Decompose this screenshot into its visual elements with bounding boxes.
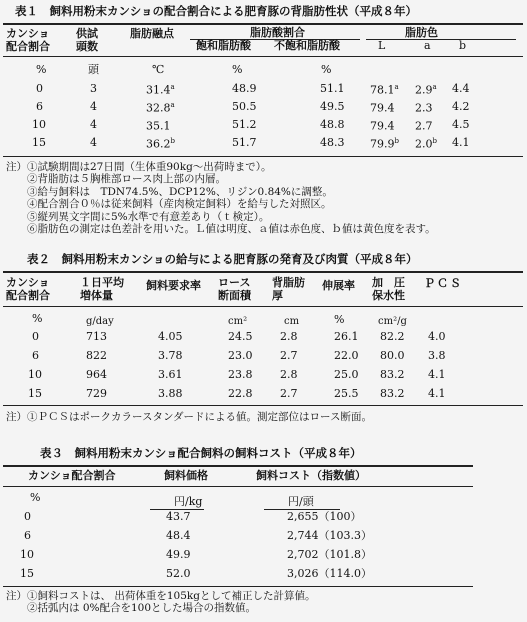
table2-unit-loin: cm²: [228, 316, 248, 327]
table3-unit-price: 円/kg: [174, 495, 203, 508]
table1-header-a: a: [424, 39, 431, 52]
table2-header-feed-ratio: 飼料要求率: [146, 279, 201, 292]
table2-cell-loin: 22.8: [228, 387, 253, 400]
table3-note: 注）①飼料コストは、 出荷体重を105kgとして補正した計算値。: [6, 590, 316, 602]
table1-cell-heads: 4: [90, 136, 97, 149]
table1-cell-b: 4.4: [452, 82, 470, 95]
table2-cell-feed: 3.61: [158, 368, 183, 381]
table1-cell-heads: 4: [90, 118, 97, 131]
table3-cell-cost: 2,655（100）: [287, 510, 362, 523]
table2-header-pwc-line1: 加 圧: [372, 276, 405, 289]
table2-cell-feed: 3.88: [158, 387, 183, 400]
table2-cell-pwc: 83.2: [380, 368, 405, 381]
table2-cell-ratio: 0: [32, 330, 39, 343]
table2-unit-ratio: %: [32, 312, 43, 325]
table1-header-ratio-line2: 配合割合: [6, 40, 50, 53]
table1-unit-unsat: %: [321, 63, 332, 76]
table1-unit-ratio: %: [36, 63, 47, 76]
table2-cell-pwc: 80.0: [380, 349, 405, 362]
table1-cell-b: 4.2: [452, 100, 470, 113]
table1-header-b: b: [459, 39, 467, 52]
table3-bottom-rule: [3, 586, 473, 587]
table2-cell-backfat: 2.8: [280, 330, 298, 343]
table1-cell-L: 79.4: [370, 119, 395, 133]
table1-cell-melt: 32.8$^a$: [146, 101, 175, 115]
table2-header-loin-line1: ロース: [218, 276, 251, 289]
table2-notes: [6, 411, 372, 423]
table3-unit-ratio: %: [30, 491, 41, 504]
table1-cell-heads: 3: [90, 82, 97, 95]
table2-header-ratio-line1: カンショ: [6, 276, 50, 289]
table1-cell-sat: 48.9: [232, 82, 257, 95]
table2-header-ratio-line2: 配合割合: [6, 289, 50, 302]
table1-notes: [6, 161, 436, 235]
table2-header-gain-line1: １日平均: [80, 276, 124, 289]
table1-cell-melt: 31.4$^a$: [146, 83, 175, 97]
table1-note: 注）①試験期間は27日間（生体重90kg～出荷時まで）。: [6, 161, 272, 173]
table1-cell-melt: 35.1: [146, 119, 171, 133]
table1-cell-ratio: 15: [32, 136, 46, 149]
table3-unit-cost: 円/頭: [288, 495, 314, 508]
table2-header-extension: 伸展率: [322, 279, 355, 292]
table1-cell-unsat: 51.1: [320, 82, 345, 95]
table2-cell-pcs: 4.1: [428, 368, 446, 381]
table2-cell-ratio: 10: [28, 368, 42, 381]
table2-header-backfat-line1: 背脂肪: [272, 276, 305, 289]
table3-cell-cost: 2,702（101.8）: [287, 548, 372, 561]
table1-cell-L: 79.4: [370, 101, 395, 115]
table3-note: ②括弧内は 0%配合を100とした場合の指数値。: [6, 602, 257, 615]
table2-cell-extension: 25.0: [334, 368, 359, 381]
table2-cell-gain: 713: [86, 330, 107, 343]
table1-cell-heads: 4: [90, 100, 97, 113]
table1-cell-unsat: 48.3: [320, 136, 345, 149]
table2-cell-gain: 729: [86, 387, 107, 400]
table1-cell-b: 4.1: [452, 136, 470, 149]
table2-cell-ratio: 15: [28, 387, 42, 400]
table1-note: ②背脂肪は５胸椎部ロース肉上部の内層。: [6, 173, 226, 186]
table1-cell-L: 78.1$^a$: [370, 83, 399, 97]
table1-header-unsaturated: 不飽和脂肪酸: [274, 39, 340, 52]
table2-header-loin-line2: 断面積: [218, 289, 251, 302]
table1-title: 表１ 飼料用粉末カンショの配合割合による肥育豚の背脂肪性状（平成８年）: [15, 4, 417, 18]
table1-cell-unsat: 48.8: [320, 118, 345, 131]
table2-header-backfat-line2: 厚: [272, 289, 283, 302]
table1-note: ⑥脂肪色の測定は色差計を用いた。Ｌ値は明度、ａ値は赤色度、ｂ値は黄色度を表す。: [6, 223, 436, 236]
table1-header-saturated: 飽和脂肪酸: [196, 39, 251, 52]
table1-cell-sat: 51.2: [232, 118, 257, 131]
table3-cell-price: 43.7: [166, 510, 191, 523]
table1-cell-a: 2.7: [415, 119, 433, 133]
table1-cell-b: 4.5: [452, 118, 470, 131]
table2-cell-pwc: 82.2: [380, 330, 405, 343]
table2-header-pcs: ＰＣＳ: [424, 277, 463, 290]
table1-header-heads-line2: 頭数: [76, 40, 98, 53]
table1-header-melting-point: 脂肪融点: [130, 27, 174, 40]
table2-cell-loin: 23.8: [228, 368, 253, 381]
table1-cell-a: 2.3: [415, 101, 433, 115]
table3-cell-price: 48.4: [166, 529, 191, 542]
table2-unit-gain: g/day: [86, 316, 114, 327]
table3-top-rule: [3, 465, 473, 467]
table3-notes: [6, 590, 315, 615]
table3-cell-cost: 3,026（114.0）: [287, 567, 372, 580]
table2-cell-loin: 24.5: [228, 330, 253, 343]
table1-unit-sat: %: [232, 63, 243, 76]
table3-cell-ratio: 15: [20, 567, 34, 580]
table2-cell-backfat: 2.8: [280, 368, 298, 381]
table1-note: ⑤縦列異文字間に5%水準で有意差あり（ｔ検定）。: [6, 210, 270, 223]
table1-cell-ratio: 10: [32, 118, 46, 131]
table1-cell-sat: 50.5: [232, 100, 257, 113]
table1-cell-sat: 51.7: [232, 136, 257, 149]
table1-header-fatty-acid-group: 脂肪酸割合: [250, 26, 305, 39]
table1-cell-ratio: 0: [36, 82, 43, 95]
table3-header-ratio: カンショ配合割合: [28, 469, 116, 482]
table1-header-L: L: [378, 39, 386, 52]
table3-cell-ratio: 0: [24, 510, 31, 523]
table1-unit-melt: ℃: [152, 63, 165, 76]
table1-header-heads-line1: 供試: [76, 27, 98, 40]
table2-cell-feed: 4.05: [158, 330, 183, 343]
table2-unit-pwc: cm²/g: [378, 316, 407, 327]
table1-bottom-rule: [3, 156, 523, 157]
table1-cell-a: 2.0$^b$: [415, 137, 437, 151]
table2-note: 注）①ＰＣＳはポークカラースタンダードによる値。測定部位はロース断面。: [6, 411, 373, 423]
table2-header-gain-line2: 増体量: [80, 289, 113, 302]
table2-header-pwc-line2: 保水性: [372, 289, 405, 302]
table3-cell-price: 49.9: [166, 548, 191, 561]
table1-header-rule: [3, 56, 523, 57]
table1-unit-heads: 頭: [88, 63, 99, 76]
table2-cell-gain: 822: [86, 349, 107, 362]
table1-cell-L: 79.9$^b$: [370, 137, 399, 151]
table2-unit-extension: %: [334, 313, 345, 326]
table3-title: 表３ 飼料用粉末カンショ配合飼料の飼料コスト（平成８年）: [40, 446, 362, 460]
table2-cell-backfat: 2.7: [280, 387, 298, 400]
table2-title: 表２ 飼料用粉末カンショの給与による肥育豚の発育及び肉質（平成８年）: [27, 252, 418, 266]
table3-cell-cost: 2,744（103.3）: [287, 529, 372, 542]
table2-cell-gain: 964: [86, 368, 107, 381]
table2-cell-pcs: 4.0: [428, 330, 446, 343]
table2-cell-pcs: 3.8: [428, 349, 446, 362]
table1-cell-unsat: 49.5: [320, 100, 345, 113]
table1-header-ratio-line1: カンショ: [6, 27, 50, 40]
table2-cell-extension: 22.0: [334, 349, 359, 362]
table3-header-price: 飼料価格: [164, 469, 208, 482]
table2-cell-extension: 25.5: [334, 387, 359, 400]
table1-fat-color-underline: [366, 39, 516, 40]
table2-cell-pcs: 4.1: [428, 387, 446, 400]
table2-cell-pwc: 83.2: [380, 387, 405, 400]
table1-cell-melt: 36.2$^b$: [146, 137, 175, 151]
table2-cell-feed: 3.78: [158, 349, 183, 362]
table2-top-rule: [3, 271, 523, 273]
table1-note: ④配合割合０％は従来飼料（産肉検定飼料）を給与した対照区。: [6, 198, 332, 211]
table1-cell-a: 2.9$^a$: [415, 83, 437, 97]
table3-header-rule: [3, 486, 473, 487]
table2-cell-extension: 26.1: [334, 330, 359, 343]
table2-header-rule: [3, 306, 523, 307]
table1-cell-ratio: 6: [36, 100, 43, 113]
table2-cell-loin: 23.0: [228, 349, 253, 362]
table2-unit-backfat: cm: [284, 316, 300, 327]
table1-header-fat-color-group: 脂肪色: [405, 26, 438, 39]
table3-cell-ratio: 10: [20, 548, 34, 561]
table2-cell-ratio: 6: [32, 349, 39, 362]
table3-cell-ratio: 6: [24, 529, 31, 542]
table2-bottom-rule: [3, 405, 523, 406]
table3-header-cost: 飼料コスト（指数値）: [256, 469, 366, 482]
table3-cell-price: 52.0: [166, 567, 191, 580]
table1-note: ③給与飼料は TDN74.5%、DCP12%、リジン0.84%に調整。: [6, 185, 333, 198]
table1-top-rule: [3, 23, 523, 25]
table2-cell-backfat: 2.7: [280, 349, 298, 362]
